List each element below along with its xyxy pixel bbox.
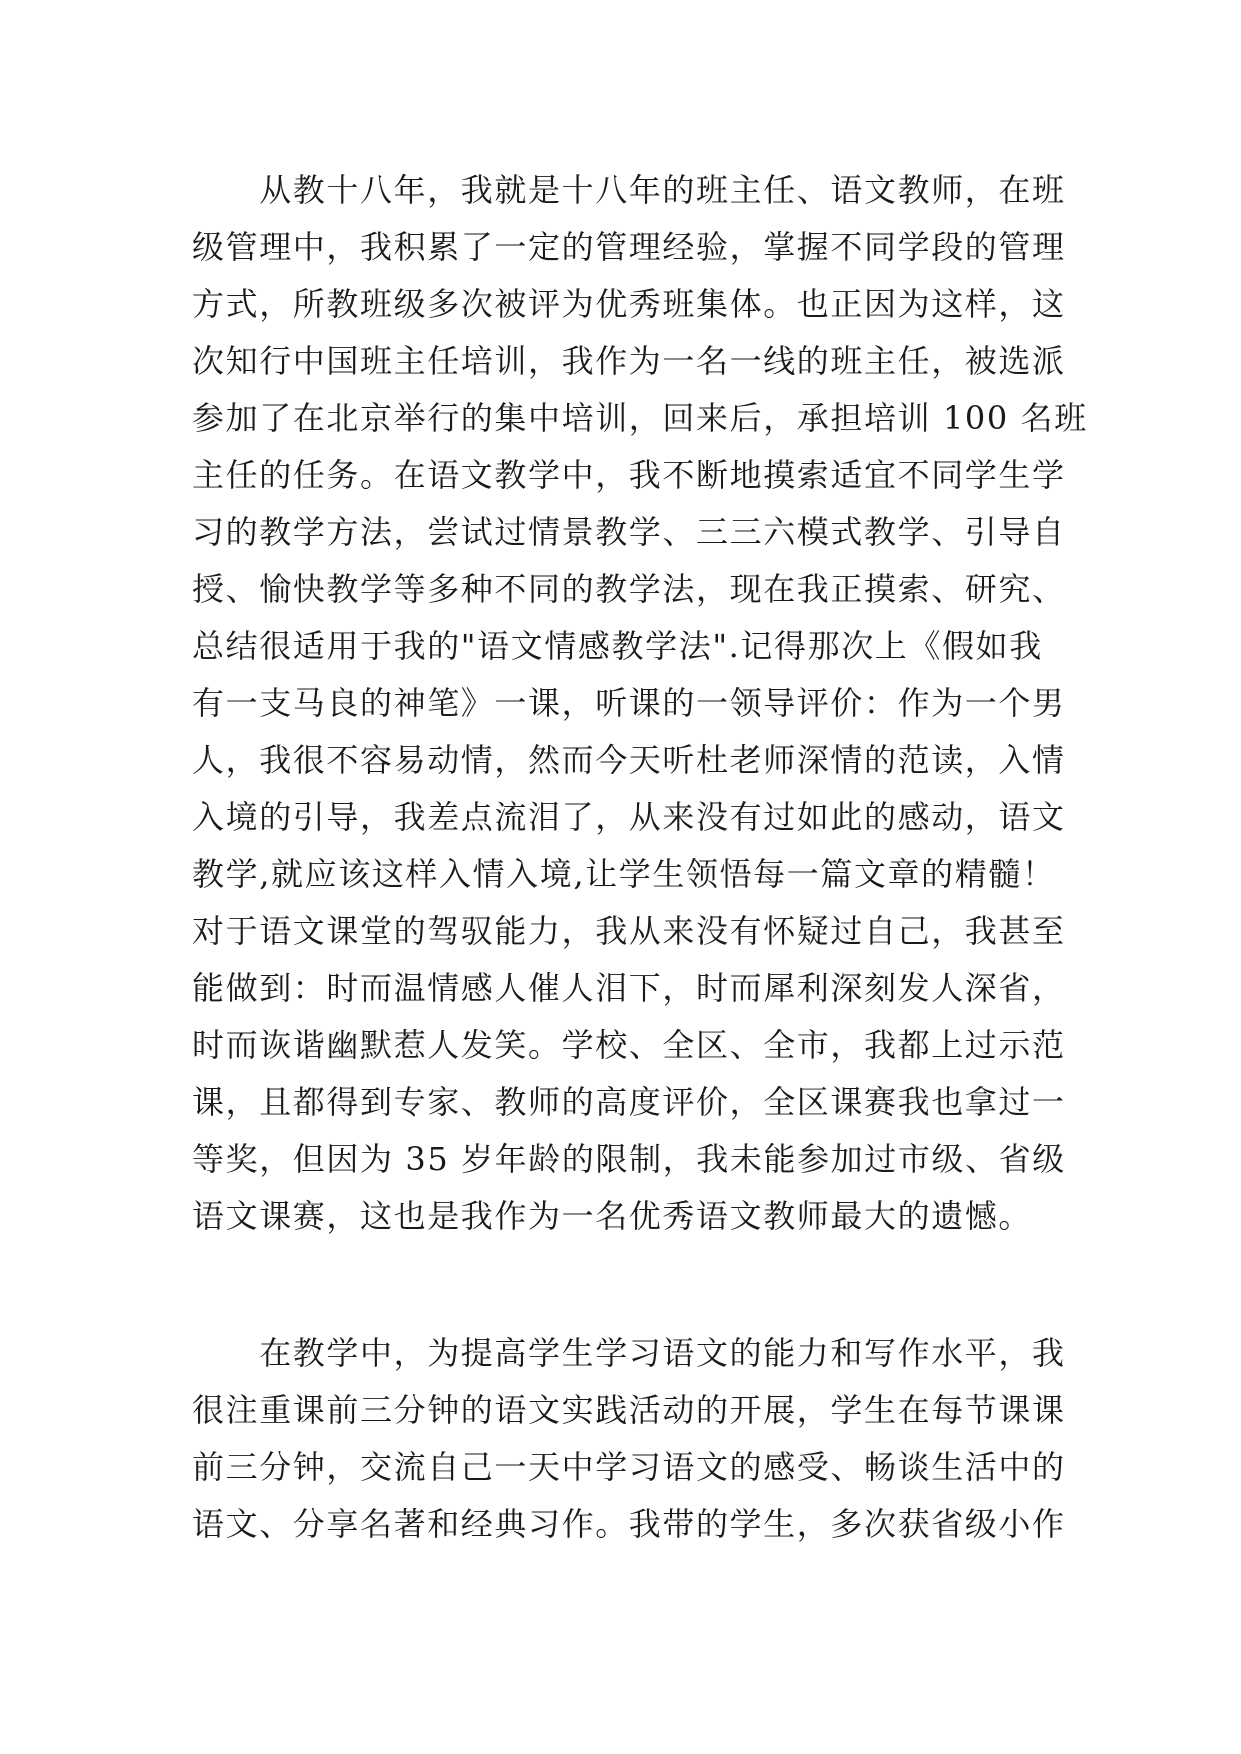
paragraph-line: 时而诙谐幽默惹人发笑。学校、全区、全市，我都上过示范	[192, 1026, 1066, 1064]
paragraph-line: 授、愉快教学等多种不同的教学法，现在我正摸索、研究、	[192, 570, 1066, 608]
paragraph-line: 语文课赛，这也是我作为一名优秀语文教师最大的遗憾。	[192, 1197, 1033, 1235]
paragraph-line: 课，且都得到专家、教师的高度评价，全区课赛我也拿过一	[192, 1083, 1066, 1121]
paragraph-line: 很注重课前三分钟的语文实践活动的开展，学生在每节课课	[192, 1391, 1066, 1429]
paragraph-line: 级管理中，我积累了一定的管理经验，掌握不同学段的管理	[192, 228, 1066, 266]
paragraph-line: 次知行中国班主任培训，我作为一名一线的班主任，被选派	[192, 342, 1066, 380]
paragraph-line: 语文、分享名著和经典习作。我带的学生，多次获省级小作	[192, 1505, 1066, 1543]
paragraph-2	[192, 1325, 1072, 1553]
paragraph-line: 入境的引导，我差点流泪了，从来没有过如此的感动，语文	[192, 798, 1066, 836]
paragraph-line: 习的教学方法，尝试过情景教学、三三六模式教学、引导自	[192, 513, 1066, 551]
paragraph-line: 从教十八年，我就是十八年的班主任、语文教师，在班	[192, 171, 1066, 209]
paragraph-line: 有一支马良的神笔》一课，听课的一领导评价：作为一个男	[192, 684, 1066, 722]
paragraph-line: 在教学中，为提高学生学习语文的能力和写作水平，我	[192, 1334, 1066, 1372]
paragraph-line: 能做到：时而温情感人催人泪下，时而犀利深刻发人深省，	[192, 969, 1066, 1007]
paragraph-1	[192, 162, 1088, 1245]
paragraph-line: 人，我很不容易动情，然而今天听杜老师深情的范读，入情	[192, 741, 1066, 779]
paragraph-line: 总结很适用于我的"语文情感教学法".记得那次上《假如我	[192, 627, 1043, 665]
paragraph-line: 前三分钟，交流自己一天中学习语文的感受、畅谈生活中的	[192, 1448, 1066, 1486]
paragraph-line: 参加了在北京举行的集中培训，回来后，承担培训 100 名班	[192, 399, 1088, 437]
paragraph-line: 主任的任务。在语文教学中，我不断地摸索适宜不同学生学	[192, 456, 1066, 494]
paragraph-line: 教学,就应该这样入情入境,让学生领悟每一篇文章的精髓！	[192, 855, 1056, 893]
paragraph-line: 方式，所教班级多次被评为优秀班集体。也正因为这样，这	[192, 285, 1066, 323]
paragraph-line: 等奖，但因为 35 岁年龄的限制，我未能参加过市级、省级	[192, 1140, 1066, 1178]
paragraph-line: 对于语文课堂的驾驭能力，我从来没有怀疑过自己，我甚至	[192, 912, 1066, 950]
